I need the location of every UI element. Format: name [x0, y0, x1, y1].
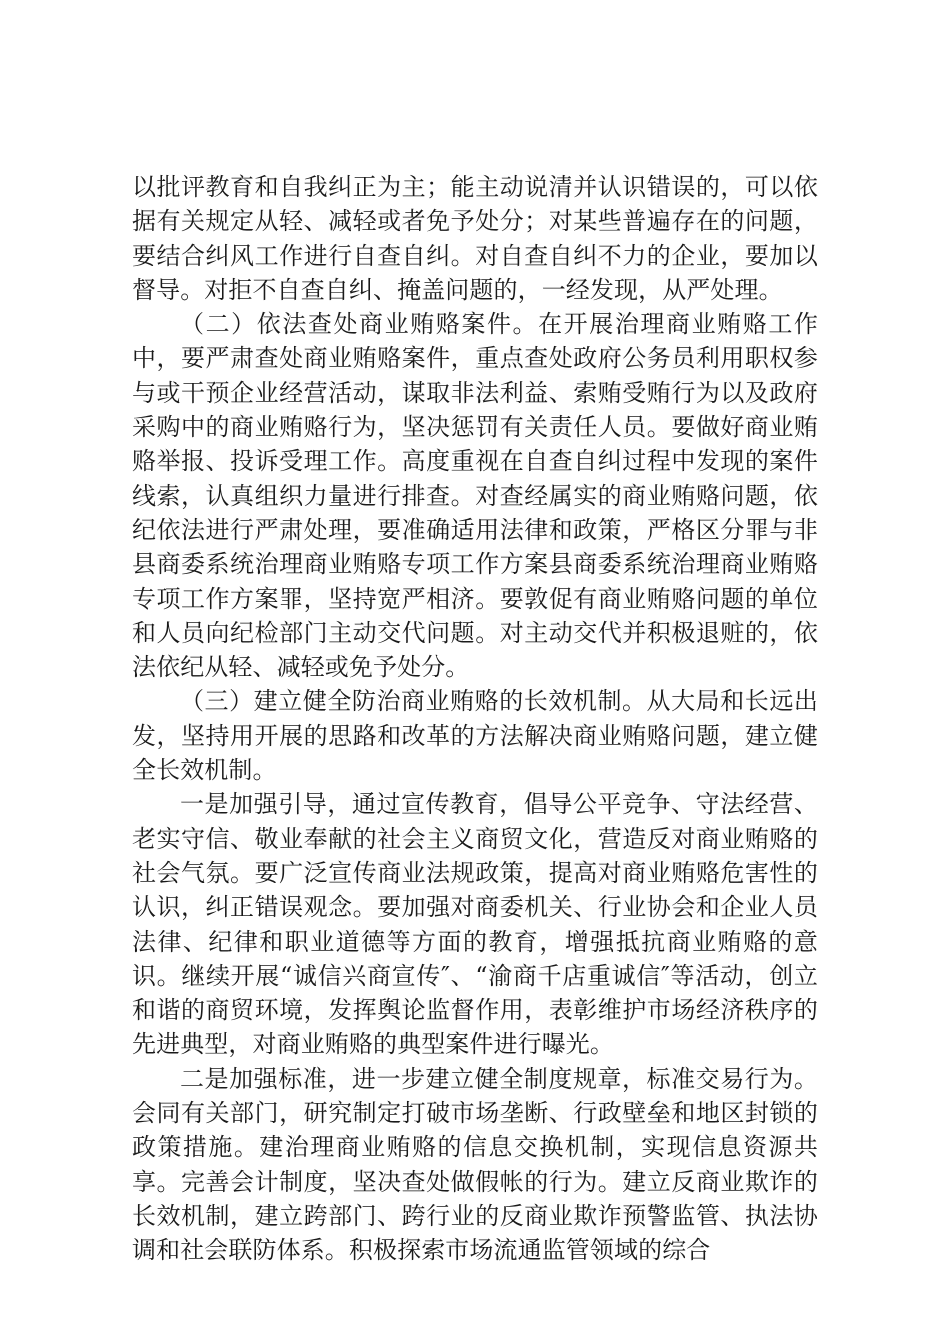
document-page [132, 170, 818, 1268]
paragraph-continuation: 以批评教育和自我纠正为主；能主动说清并认识错误的，可以依据有关规定从轻、减轻或者免予处分；对某些普遍存在的问题，要结合纠风工作进行自查自纠。对自查自纠不力的企业，要加以督导。对拒不自查自纠、掩盖问题的，一经发现，从严处理。 [132, 173, 818, 304]
paragraph-section-three: （三）建立健全防治商业贿赂的长效机制。从大局和长远出发，坚持用开展的思路和改革的方法解决商业贿赂问题，建立健全长效机制。 [132, 687, 818, 785]
paragraph-section-two: （二）依法查处商业贿赂案件。在开展治理商业贿赂工作中，要严肃查处商业贿赂案件，重点查处政府公务员利用职权参与或干预企业经营活动，谋取非法利益、索贿受贿行为以及政府采购中的商业贿赂行为，坚决惩罚有关责任人员。要做好商业贿赂举报、投诉受理工作。高度重视在自查自纠过程中发现的案件线索，认真组织力量进行排查。对查经属实的商业贿赂问题，依纪依法进行严肃处理，要准确适用法律和政策，严格区分罪与非县商委系统治理商业贿赂专项工作方案县商委系统治理商业贿赂专项工作方案罪，坚持宽严相济。要敦促有商业贿赂问题的单位和人员向纪检部门主动交代问题。对主动交代并积极退赃的，依法依纪从轻、减轻或免予处分。 [132, 310, 818, 682]
paragraph-point-two: 二是加强标准，进一步建立健全制度规章，标准交易行为。会同有关部门，研究制定打破市场垄断、行政壁垒和地区封锁的政策措施。建治理商业贿赂的信息交换机制，实现信息资源共享。完善会计制度，坚决查处做假帐的行为。建立反商业欺诈的长效机制，建立跨部门、跨行业的反商业欺诈预警监管、执法协调和社会联防体系。积极探索市场流通监管领域的综合 [132, 1064, 818, 1265]
paragraph-point-one: 一是加强引导，通过宣传教育，倡导公平竞争、守法经营、老实守信、敬业奉献的社会主义商贸文化，营造反对商业贿赂的社会气氛。要广泛宣传商业法规政策，提高对商业贿赂危害性的认识，纠正错误观念。要加强对商委机关、行业协会和企业人员法律、纪律和职业道德等方面的教育，增强抵抗商业贿赂的意识。继续开展“诚信兴商宣传″、“渝商千店重诚信″等活动，创立和谐的商贸环境，发挥舆论监督作用，表彰维护市场经济秩序的先进典型，对商业贿赂的典型案件进行曝光。 [132, 790, 818, 1059]
